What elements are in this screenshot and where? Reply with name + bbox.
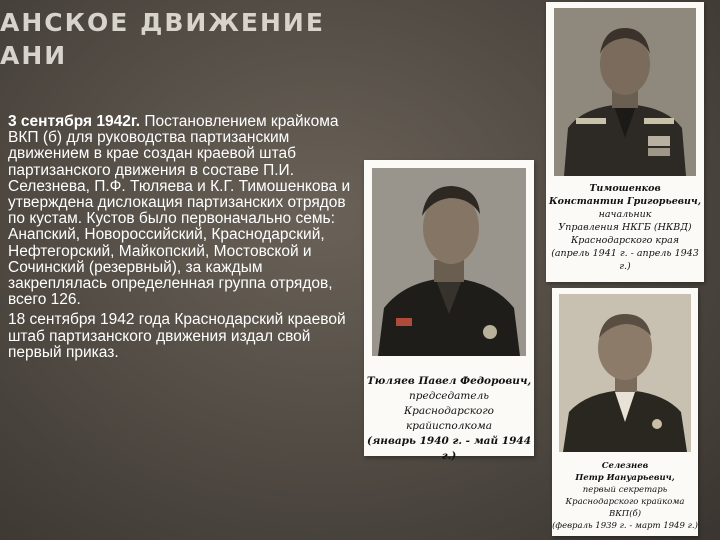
caption-full-name: Тюляев Павел Федорович, [366,375,532,387]
caption-surname: Тимошенков [589,183,661,194]
caption-dates: (январь 1940 г. - май 1944 г.) [366,435,531,462]
paragraph-2: 18 сентября 1942 года Краснодарский краевой штаб партизанского движения издал свой первый приказ. [8,311,346,361]
title-line-1: АНСКОЕ ДВИЖЕНИЕ [0,8,325,37]
slide-title [0,6,360,72]
caption-given-names: Петр Иануарьевич, [575,473,675,483]
date-highlight: 3 сентября 1942г. [8,113,141,130]
paragraph-1 [8,114,360,308]
caption-surname: Селезнев [601,461,649,471]
caption-line: председатель [409,390,489,402]
caption-line: начальник [598,209,652,220]
paragraph-1-text: Постановлением крайкома ВКП (б) для руководства партизанским движением в крае создан краевой штаб партизанского движения в составе П.И. Селезнева, П.Ф. Тюляева и К.Г. Тимошенкова и утверждена дислокация партизанских отрядов по кустам. Кустов было первоначально семь: Анапский, Новороссийский, Краснодарский, Нефтегорский, Майкопский, Мостовской и Сочинский (резервный), за каждым закреплялась определенная группа отрядов, всего 126. [8,113,351,309]
card-timoshenkov [546,2,704,282]
portrait-photo-timoshenkov [554,8,696,176]
caption-line: Краснодарского края [570,235,680,246]
caption-tyulyaev [364,374,534,464]
caption-given-names: Константин Григорьевич, [549,196,701,207]
portrait-photo-seleznev [559,294,691,452]
portrait-silhouette-icon [559,294,691,452]
caption-line: Краснодарского крайкома ВКП(б) [565,497,685,519]
portrait-silhouette-icon [554,8,696,176]
card-seleznev [552,288,698,536]
portrait-photo-tyulyaev [372,168,526,356]
caption-dates: (февраль 1939 г. - март 1949 г.) [552,521,698,531]
portrait-silhouette-icon [372,168,526,356]
card-tyulyaev [364,160,534,462]
caption-line: первый секретарь [582,485,668,495]
caption-seleznev [552,460,698,532]
title-line-2: АНИ [0,41,68,70]
caption-line: Управления НКГБ (НКВД) [558,222,692,233]
body-text [8,114,360,361]
caption-timoshenkov [546,182,704,273]
caption-dates: (апрель 1941 г. - апрель 1943 г.) [551,248,699,272]
caption-line: Краснодарского крайисполкома [404,405,494,432]
